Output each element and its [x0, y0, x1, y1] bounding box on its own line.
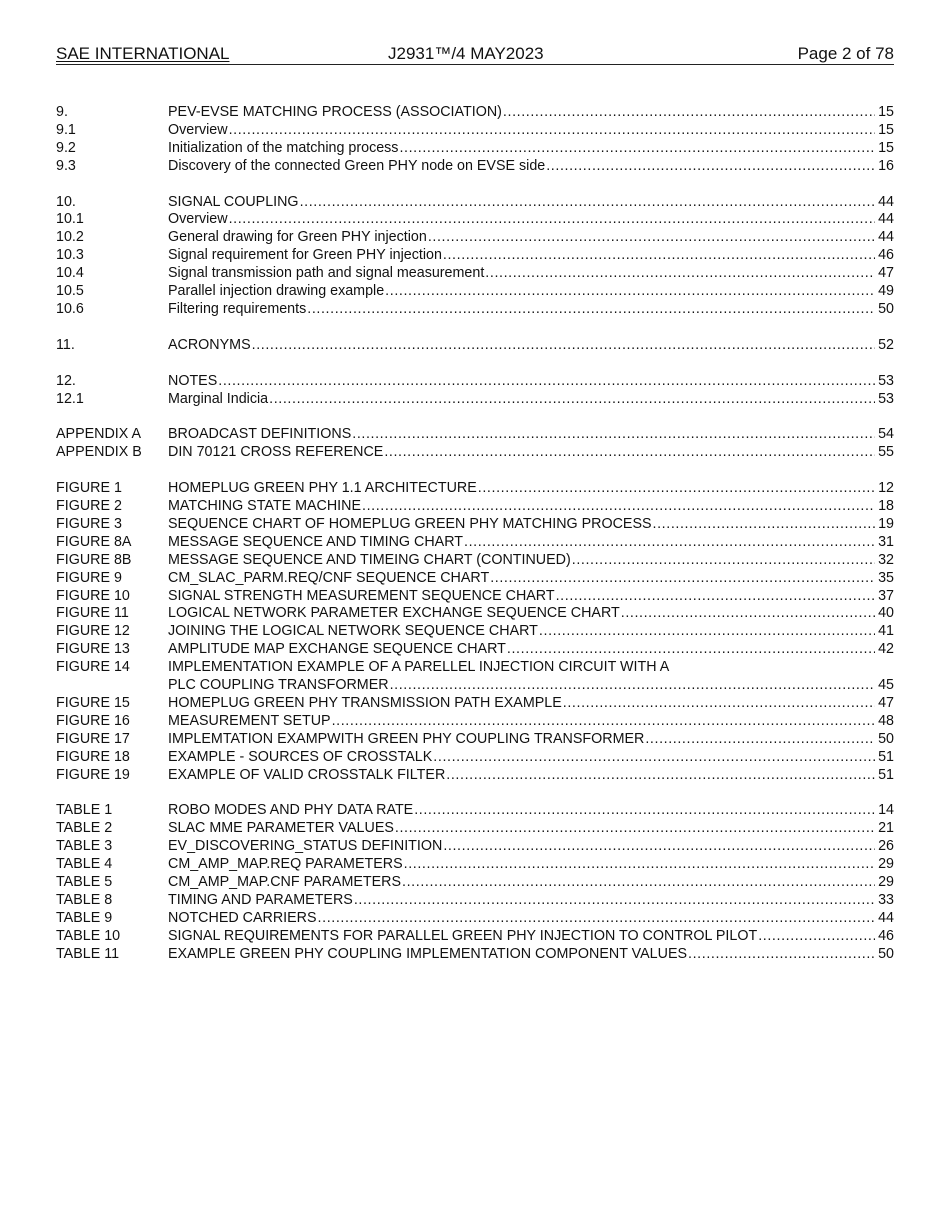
toc-entry-title: IMPLEMENTATION EXAMPLE OF A PARELLEL INJECTION CIRCUIT WITH A: [168, 659, 670, 676]
toc-entry-number: TABLE 5: [56, 873, 113, 890]
dot-leader: [653, 516, 876, 534]
toc-entry-body: [168, 910, 894, 928]
toc-entry[interactable]: [56, 373, 894, 391]
toc-entry-title: SIGNAL STRENGTH MEASUREMENT SEQUENCE CHART: [168, 587, 555, 604]
toc-entry-page: 45: [878, 677, 894, 694]
toc-group: [56, 802, 894, 963]
toc-entry-body: [168, 767, 894, 785]
toc-entry-number: APPENDIX A: [56, 426, 142, 443]
toc-entry-number: 9.2: [56, 139, 76, 156]
toc-group: [56, 373, 894, 409]
toc-entry-body: [168, 641, 894, 659]
dot-leader: [507, 641, 875, 659]
toc-entry-number: FIGURE 2: [56, 498, 122, 515]
toc-entry-number: 10.3: [56, 247, 84, 264]
toc-entry-title: IMPLEMTATION EXAMPWITH GREEN PHY COUPLING TRANSFORMER: [168, 730, 645, 747]
toc-entry-number: FIGURE 1: [56, 480, 122, 497]
toc-entry-page: 44: [878, 229, 894, 246]
toc-group: [56, 104, 894, 176]
toc-entry[interactable]: [56, 731, 894, 749]
toc-entry-title: SIGNAL COUPLING: [168, 193, 299, 210]
toc-entry-page: 42: [878, 641, 894, 658]
toc-entry-title: Overview: [168, 121, 228, 138]
toc-group: [56, 194, 894, 319]
toc-entry-number: FIGURE 18: [56, 748, 130, 765]
toc-entry-number: TABLE 4: [56, 856, 113, 873]
dot-leader: [433, 749, 875, 767]
toc-entry-body: [168, 498, 894, 516]
toc-entry-body: [168, 229, 894, 247]
toc-entry-page: 41: [878, 623, 894, 640]
toc-entry-body: [168, 337, 894, 355]
dot-leader: [556, 588, 875, 606]
toc-entry-title: EXAMPLE OF VALID CROSSTALK FILTER: [168, 766, 446, 783]
toc-entry[interactable]: [56, 892, 894, 910]
toc-entry-number: 12.: [56, 372, 76, 389]
dot-leader: [362, 498, 875, 516]
document-id: J2931™/4 MAY2023: [388, 44, 544, 63]
toc-entry[interactable]: [56, 337, 894, 355]
toc-entry-number: 9.1: [56, 121, 76, 138]
toc-entry-title: SEQUENCE CHART OF HOMEPLUG GREEN PHY MATCHING PROCESS: [168, 516, 652, 533]
dot-leader: [318, 910, 876, 928]
toc-entry-page: 29: [878, 856, 894, 873]
toc-entry[interactable]: [56, 605, 894, 623]
toc-entry-number: FIGURE 11: [56, 605, 129, 622]
org-name: SAE INTERNATIONAL: [56, 44, 230, 63]
toc-entry-number: TABLE 2: [56, 820, 113, 837]
toc-entry-page: 35: [878, 569, 894, 586]
toc-entry-title: DIN 70121 CROSS REFERENCE: [168, 444, 384, 461]
toc-entry[interactable]: [56, 641, 894, 659]
toc-entry-page: 51: [878, 748, 894, 765]
toc-entry[interactable]: [56, 946, 894, 964]
toc-entry-title: ACRONYMS: [168, 336, 251, 353]
toc-entry-number: FIGURE 8A: [56, 533, 132, 550]
toc-entry-number: TABLE 11: [56, 945, 120, 962]
toc-entry-number: 10.: [56, 193, 76, 210]
toc-entry[interactable]: [56, 104, 894, 122]
dot-leader: [443, 247, 875, 265]
toc-entry-title: TIMING AND PARAMETERS: [168, 891, 353, 908]
toc-entry-number: FIGURE 14: [56, 659, 130, 676]
toc-entry-title: EV_DISCOVERING_STATUS DEFINITION: [168, 838, 443, 855]
toc-entry[interactable]: [56, 659, 894, 677]
toc-entry[interactable]: [56, 265, 894, 283]
page-header: [56, 44, 894, 65]
dot-leader: [490, 570, 875, 588]
toc-entry-number: TABLE 8: [56, 891, 113, 908]
toc-entry-body: [168, 623, 894, 641]
toc-entry[interactable]: [56, 194, 894, 212]
dot-leader: [503, 104, 875, 122]
toc-entry[interactable]: [56, 391, 894, 409]
toc-entry-number: TABLE 1: [56, 802, 113, 819]
toc-entry-title: CM_AMP_MAP.REQ PARAMETERS: [168, 856, 403, 873]
dot-leader: [307, 301, 875, 319]
toc-entry-title: ROBO MODES AND PHY DATA RATE: [168, 802, 414, 819]
toc-entry[interactable]: [56, 480, 894, 498]
toc-entry-page: 26: [878, 838, 894, 855]
toc-entry-number: 10.4: [56, 265, 84, 282]
toc-entry-title: SIGNAL REQUIREMENTS FOR PARALLEL GREEN PHY INJECTION TO CONTROL PILOT: [168, 927, 758, 944]
toc-entry-title: BROADCAST DEFINITIONS: [168, 426, 352, 443]
toc-entry-title: MATCHING STATE MACHINE: [168, 498, 362, 515]
toc-entry[interactable]: [56, 552, 894, 570]
toc-entry-number: TABLE 10: [56, 927, 121, 944]
toc-entry-body: [168, 874, 894, 892]
dot-leader: [546, 158, 875, 176]
toc-entry[interactable]: [56, 247, 894, 265]
toc-entry-body: [168, 516, 894, 534]
toc-entry-title: Parallel injection drawing example: [168, 283, 385, 300]
toc-entry-title: Discovery of the connected Green PHY node on EVSE side: [168, 157, 546, 174]
toc-entry-number: FIGURE 9: [56, 569, 122, 586]
toc-entry-page: 29: [878, 873, 894, 890]
toc-entry-title: HOMEPLUG GREEN PHY TRANSMISSION PATH EXAMPLE: [168, 694, 562, 711]
toc-entry-body: [168, 570, 894, 588]
toc-entry-body: [168, 426, 894, 444]
toc-entry-body: [168, 659, 894, 677]
toc-entry-title: EXAMPLE GREEN PHY COUPLING IMPLEMENTATION COMPONENT VALUES: [168, 945, 688, 962]
toc-entry-title: MESSAGE SEQUENCE AND TIMING CHART: [168, 533, 463, 550]
toc-entry-page: 12: [878, 480, 894, 497]
toc-entry[interactable]: [56, 838, 894, 856]
toc-entry-number: FIGURE 13: [56, 641, 130, 658]
toc-entry-page: 44: [878, 909, 894, 926]
toc-entry-page: 53: [878, 372, 894, 389]
toc-entry[interactable]: [56, 713, 894, 731]
toc-entry-body: [168, 301, 894, 319]
dot-leader: [399, 140, 875, 158]
dot-leader: [446, 767, 875, 785]
toc-entry-page: 40: [878, 605, 894, 622]
dot-leader: [352, 426, 875, 444]
toc-entry-page: 21: [878, 820, 894, 837]
toc-entry-page: 47: [878, 694, 894, 711]
toc-entry[interactable]: [56, 588, 894, 606]
toc-entry-page: 46: [878, 247, 894, 264]
toc-entry-body: [168, 265, 894, 283]
toc-entry[interactable]: [56, 211, 894, 229]
toc-entry-body: [168, 892, 894, 910]
toc-entry-body: [168, 104, 894, 122]
dot-leader: [478, 480, 875, 498]
toc-entry-number: FIGURE 17: [56, 730, 130, 747]
toc-entry-number: 9.: [56, 104, 68, 120]
dot-leader: [300, 194, 876, 212]
toc-entry-number: FIGURE 8B: [56, 551, 132, 568]
toc-entry-page: 16: [878, 157, 894, 174]
toc-entry-number: FIGURE 19: [56, 766, 130, 783]
toc-entry[interactable]: [56, 158, 894, 176]
dot-leader: [443, 838, 875, 856]
dot-leader: [485, 265, 875, 283]
dot-leader: [332, 713, 876, 731]
toc-entry-title: Filtering requirements: [168, 300, 307, 317]
toc-entry-number: TABLE 9: [56, 909, 113, 926]
toc-entry-body: [168, 605, 894, 623]
toc-entry-page: 55: [878, 444, 894, 461]
toc-entry-number: FIGURE 3: [56, 516, 122, 533]
toc-entry-body: [168, 194, 894, 212]
toc-entry-body: [168, 122, 894, 140]
toc-entry-body: [168, 838, 894, 856]
toc-entry-body: [168, 928, 894, 946]
toc-entry[interactable]: [56, 928, 894, 946]
toc-entry[interactable]: [56, 767, 894, 785]
toc-entry[interactable]: [56, 444, 894, 462]
toc-entry-body: [168, 283, 894, 301]
toc-entry-body: [168, 946, 894, 964]
toc-entry-title: LOGICAL NETWORK PARAMETER EXCHANGE SEQUENCE CHART: [168, 605, 620, 622]
table-of-contents: [56, 104, 894, 981]
toc-entry-body: [168, 391, 894, 409]
toc-entry-number: APPENDIX B: [56, 444, 142, 461]
toc-entry-body: [168, 802, 894, 820]
toc-group: [56, 426, 894, 462]
toc-entry[interactable]: [56, 623, 894, 641]
toc-entry[interactable]: [56, 910, 894, 928]
dot-leader: [688, 946, 875, 964]
dot-leader: [218, 373, 875, 391]
toc-entry[interactable]: [56, 749, 894, 767]
dot-leader: [563, 695, 875, 713]
dot-leader: [539, 623, 875, 641]
toc-entry-number: 9.3: [56, 157, 76, 174]
toc-entry-title: JOINING THE LOGICAL NETWORK SEQUENCE CHART: [168, 623, 538, 640]
toc-entry-title: NOTES: [168, 372, 218, 389]
toc-entry-body: [168, 588, 894, 606]
dot-leader: [229, 122, 876, 140]
toc-entry-page: 53: [878, 390, 894, 407]
toc-entry-page: 44: [878, 211, 894, 228]
toc-entry-number: FIGURE 16: [56, 712, 130, 729]
toc-entry-title: AMPLITUDE MAP EXCHANGE SEQUENCE CHART: [168, 641, 506, 658]
toc-entry[interactable]: [56, 229, 894, 247]
dot-leader: [229, 211, 876, 229]
toc-entry-title: MESSAGE SEQUENCE AND TIMEING CHART (CONTINUED): [168, 551, 571, 568]
toc-entry[interactable]: [56, 516, 894, 534]
toc-entry-body: [168, 731, 894, 749]
toc-entry-number: 10.6: [56, 300, 84, 317]
dot-leader: [404, 856, 875, 874]
toc-entry-number: FIGURE 10: [56, 587, 130, 604]
toc-group: [56, 337, 894, 355]
toc-entry-body: [168, 158, 894, 176]
dot-leader: [645, 731, 875, 749]
dot-leader: [385, 283, 875, 301]
toc-entry-title: Signal requirement for Green PHY injection: [168, 247, 442, 264]
toc-entry-page: 37: [878, 587, 894, 604]
toc-entry-body: [168, 373, 894, 391]
toc-entry[interactable]: [56, 140, 894, 158]
toc-entry[interactable]: [56, 301, 894, 319]
toc-entry-body: [168, 820, 894, 838]
toc-entry-body: [168, 444, 894, 462]
toc-entry-number: FIGURE 15: [56, 694, 130, 711]
toc-entry-page: 15: [878, 139, 894, 156]
toc-entry-title: SLAC MME PARAMETER VALUES: [168, 820, 394, 837]
toc-entry-body: [168, 247, 894, 265]
page-number: Page 2 of 78: [797, 44, 894, 63]
toc-entry-title: General drawing for Green PHY injection: [168, 229, 427, 246]
toc-entry-body: [168, 856, 894, 874]
toc-entry-body: [168, 480, 894, 498]
dot-leader: [354, 892, 875, 910]
toc-entry-title: CM_AMP_MAP.CNF PARAMETERS: [168, 873, 402, 890]
toc-entry-number: TABLE 3: [56, 838, 113, 855]
toc-entry-title: Initialization of the matching process: [168, 139, 399, 156]
toc-entry[interactable]: [56, 820, 894, 838]
dot-leader: [464, 534, 875, 552]
dot-leader: [572, 552, 875, 570]
toc-entry-page: 14: [878, 802, 894, 819]
toc-group: [56, 480, 894, 784]
toc-entry[interactable]: [56, 534, 894, 552]
toc-entry-page: 54: [878, 426, 894, 443]
toc-entry-title: PLC COUPLING TRANSFORMER: [168, 677, 389, 694]
dot-leader: [384, 444, 875, 462]
toc-entry-number: 10.2: [56, 229, 84, 246]
dot-leader: [269, 391, 875, 409]
dot-leader: [414, 802, 875, 820]
toc-entry-number: 11.: [56, 336, 75, 353]
toc-entry-page: 46: [878, 927, 894, 944]
toc-entry-number: 10.1: [56, 211, 84, 228]
toc-entry-page: 50: [878, 300, 894, 317]
dot-leader: [395, 820, 875, 838]
toc-entry-title: HOMEPLUG GREEN PHY 1.1 ARCHITECTURE: [168, 480, 477, 497]
toc-entry-body: [168, 677, 894, 695]
toc-entry[interactable]: [56, 122, 894, 140]
toc-entry[interactable]: [56, 856, 894, 874]
toc-entry-title: CM_SLAC_PARM.REQ/CNF SEQUENCE CHART: [168, 569, 490, 586]
toc-entry-title: MEASUREMENT SETUP: [168, 712, 331, 729]
toc-entry-body: [168, 713, 894, 731]
toc-entry-body: [168, 211, 894, 229]
toc-entry[interactable]: [56, 570, 894, 588]
toc-entry-page: 51: [878, 766, 894, 783]
toc-entry[interactable]: [56, 802, 894, 820]
toc-entry-page: 44: [878, 193, 894, 210]
toc-entry-title: PEV-EVSE MATCHING PROCESS (ASSOCIATION): [168, 104, 502, 120]
toc-entry[interactable]: [56, 874, 894, 892]
toc-entry-page: 19: [878, 516, 894, 533]
toc-entry-page: 15: [878, 104, 894, 120]
toc-entry-title: Overview: [168, 211, 228, 228]
dot-leader: [390, 677, 876, 695]
toc-entry-number: FIGURE 12: [56, 623, 130, 640]
toc-entry-page: 33: [878, 891, 894, 908]
toc-entry-title: Marginal Indicia: [168, 390, 269, 407]
toc-entry-title: EXAMPLE - SOURCES OF CROSSTALK: [168, 748, 433, 765]
toc-entry-title: NOTCHED CARRIERS: [168, 909, 317, 926]
toc-entry[interactable]: [56, 498, 894, 516]
toc-entry[interactable]: [56, 426, 894, 444]
toc-entry-page: 50: [878, 730, 894, 747]
toc-entry[interactable]: [56, 677, 894, 695]
dot-leader: [758, 928, 875, 946]
toc-entry-body: [168, 749, 894, 767]
toc-entry-body: [168, 695, 894, 713]
toc-entry-page: 31: [878, 533, 894, 550]
dot-leader: [621, 605, 875, 623]
toc-entry-body: [168, 140, 894, 158]
toc-entry-page: 15: [878, 121, 894, 138]
toc-entry-number: 10.5: [56, 283, 84, 300]
toc-entry-body: [168, 534, 894, 552]
toc-entry[interactable]: [56, 283, 894, 301]
toc-entry-page: 52: [878, 336, 894, 353]
toc-entry-page: 49: [878, 283, 894, 300]
toc-entry[interactable]: [56, 695, 894, 713]
toc-entry-page: 48: [878, 712, 894, 729]
toc-entry-body: [168, 552, 894, 570]
toc-entry-page: 32: [878, 551, 894, 568]
toc-entry-page: 18: [878, 498, 894, 515]
toc-entry-number: 12.1: [56, 390, 84, 407]
toc-entry-page: 47: [878, 265, 894, 282]
dot-leader: [402, 874, 875, 892]
dot-leader: [252, 337, 875, 355]
toc-entry-title: Signal transmission path and signal measurement: [168, 265, 485, 282]
toc-entry-page: 50: [878, 945, 894, 962]
dot-leader: [428, 229, 875, 247]
